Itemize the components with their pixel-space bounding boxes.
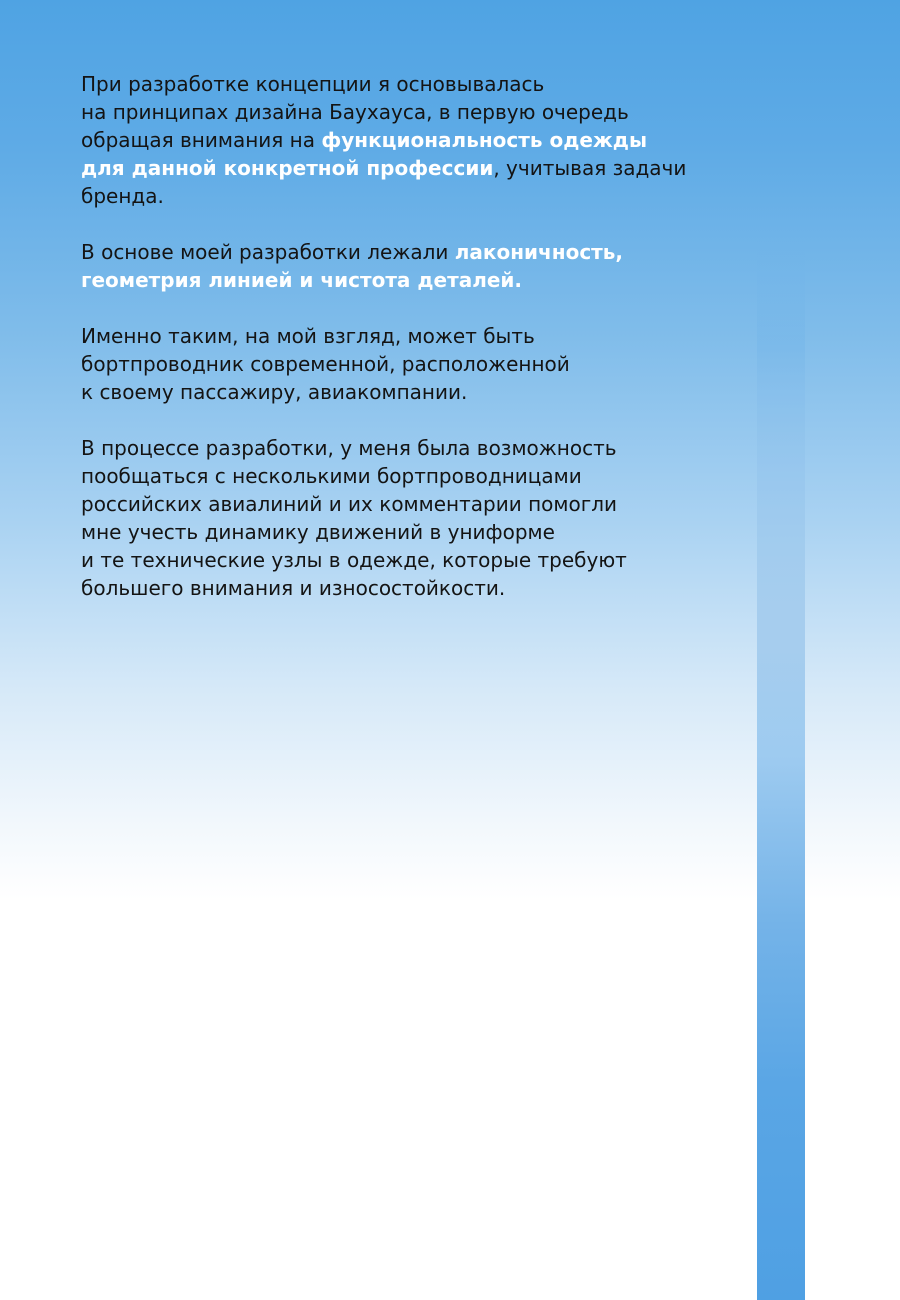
paragraph-concept xyxy=(81,70,741,210)
paragraph-basis xyxy=(81,238,741,294)
text-line: бортпроводник современной, расположенной xyxy=(81,352,570,376)
text-line xyxy=(81,266,741,294)
text-line: В основе моей разработки лежали лаконичность, xyxy=(81,240,624,264)
text-line: В процессе разработки, у меня была возможность xyxy=(81,436,617,460)
text-line: При разработке концепции я основывалась xyxy=(81,72,545,96)
text-line: мне учесть динамику движений в униформе xyxy=(81,520,555,544)
highlighted-phrase: функциональность одежды xyxy=(321,128,648,152)
decorative-side-stripe xyxy=(757,225,805,1300)
text-line: на принципах дизайна Баухауса, в первую очередь xyxy=(81,100,629,124)
text-line: к своему пассажиру, авиакомпании. xyxy=(81,380,468,404)
paragraph-vision xyxy=(81,322,741,406)
text-line: обращая внимания на функциональность одежды xyxy=(81,128,648,152)
text-line: Именно таким, на мой взгляд, может быть xyxy=(81,324,535,348)
text-line: для данной конкретной профессии, учитывая задачи xyxy=(81,156,687,180)
highlighted-phrase: лаконичность, xyxy=(454,240,624,264)
highlighted-phrase: геометрия линией и чистота деталей. xyxy=(81,268,523,292)
paragraph-process xyxy=(81,434,741,602)
text-line: бренда. xyxy=(81,184,164,208)
text-line: российских авиалиний и их комментарии помогли xyxy=(81,492,617,516)
text-line: пообщаться с несколькими бортпроводницами xyxy=(81,464,582,488)
text-line: большего внимания и износостойкости. xyxy=(81,576,506,600)
text-block xyxy=(81,70,741,630)
highlighted-phrase: для данной конкретной профессии xyxy=(81,156,494,180)
text-line: и те технические узлы в одежде, которые требуют xyxy=(81,548,627,572)
